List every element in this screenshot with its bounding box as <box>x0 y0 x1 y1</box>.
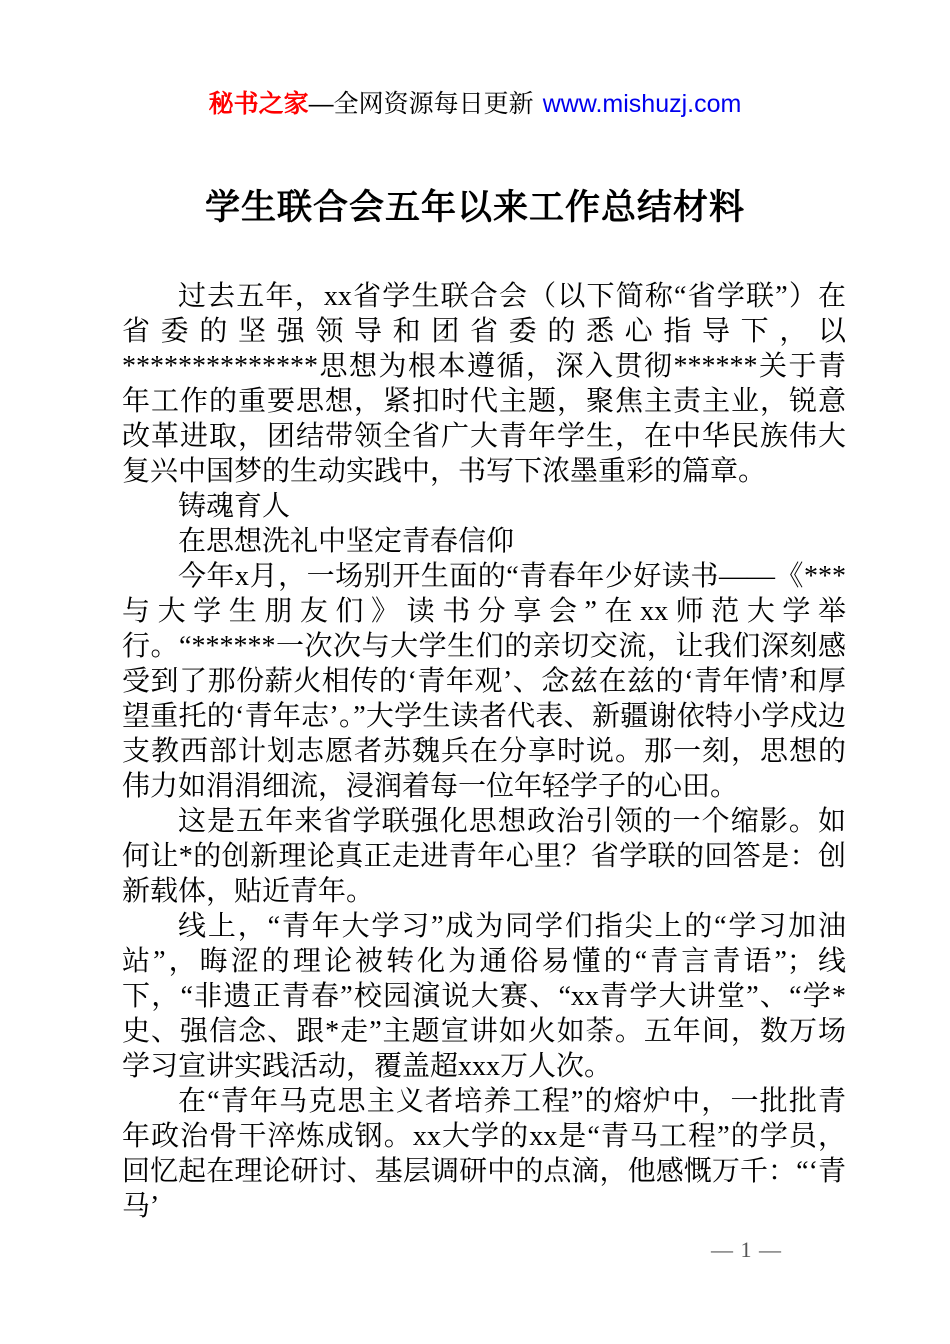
site-url-link[interactable]: www.mishuzj.com <box>542 90 742 118</box>
paragraph-online-offline: 线上，“青年大学习”成为同学们指尖上的“学习加油站”，晦涩的理论被转化为通俗易懂的“青言青语”；线下，“非遗正青春”校园演说大赛、“xx青学大讲堂”、“学*史、强信念、跟*走”主题宣讲如火如荼。五年间，数万场学习宣讲实践活动，覆盖超xxx万人次。 <box>122 911 846 1082</box>
document-title: 学生联合会五年以来工作总结材料 <box>204 188 745 227</box>
site-tagline: —全网资源每日更新 <box>308 90 534 118</box>
paragraph-reading-event: 今年x月，一场别开生面的“青春年少好读书——《***与大学生朋友们》读书分享会”在xx师范大学举行。“******一次次与大学生们的亲切交流，让我们深刻感受到了那份薪火相传的‘青年观’、念兹在兹的‘青年情’和厚望重托的‘青年志’。”大学生读者代表、新疆谢依特小学戍边支教西部计划志愿者苏魏兵在分享时说。那一刻，思想的伟力如涓涓细流，浸润着每一位年轻学子的心田。 <box>122 561 846 802</box>
section-heading-zhuhun: 铸魂育人 <box>178 491 291 522</box>
site-header <box>62 88 888 120</box>
site-name: 秘书之家 <box>208 90 309 118</box>
paragraph-qingma: 在“青年马克思主义者培养工程”的熔炉中，一批批青年政治骨干淬炼成钢。xx大学的xx是“青马工程”的学员，回忆起在理论研讨、基层调研中的点滴，他感慨万千：“‘青马’ <box>122 1086 846 1222</box>
paragraph-intro: 过去五年，xx省学生联合会（以下简称“省学联”）在省委的坚强领导和团省委的悉心指导下，以**************思想为根本遵循，深入贯彻******关于青年工作的重要思想，紧扣时代主题，聚焦主责主业，锐意改革进取，团结带领全省广大青年学生，在中华民族伟大复兴中国梦的生动实践中，书写下浓墨重彩的篇章。 <box>122 281 846 487</box>
document-body <box>122 279 846 1224</box>
paragraph-innovation: 这是五年来省学联强化思想政治引领的一个缩影。如何让*的创新理论真正走进青年心里？省学联的回答是：创新载体，贴近青年。 <box>122 806 846 907</box>
section-subheading-xinyang: 在思想洗礼中坚定青春信仰 <box>178 526 515 557</box>
page-number: — 1 — <box>711 1237 782 1262</box>
